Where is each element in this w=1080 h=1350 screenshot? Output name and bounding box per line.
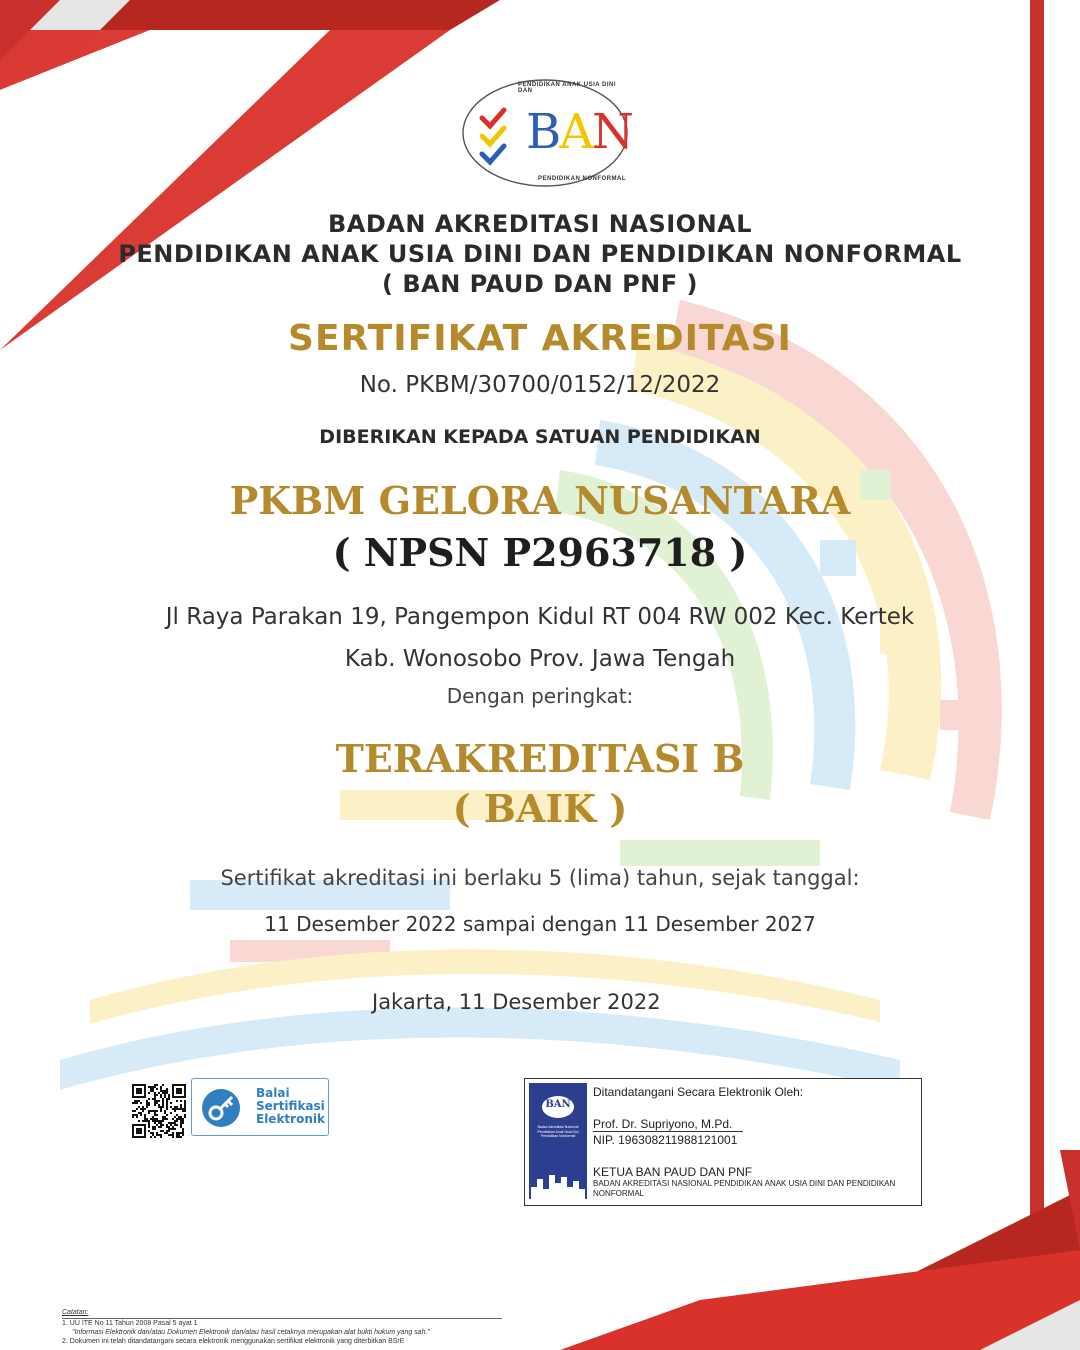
ban-logo-text: BAN	[526, 104, 632, 160]
note-item-2: 2. Dokumen ini telah ditandatangani secara elektronik menggunakan sertifikat elektronik yang diterbitkan BSrE	[62, 1338, 405, 1345]
place-date: Jakarta, 11 Desember 2022	[372, 990, 661, 1014]
bsre-line-2: Sertifikasi	[256, 1099, 325, 1113]
address-line-1: Jl Raya Parakan 19, Pangempon Kidul RT 004 RW 002 Kec. Kertek	[165, 604, 915, 630]
bsre-seal-icon	[200, 1087, 242, 1129]
note-item-1: 1. UU ITE No 11 Tahun 2008 Pasal 5 ayat 1	[62, 1320, 198, 1327]
signature-box	[524, 1078, 922, 1206]
signer-organization: BADAN AKREDITASI NASIONAL PENDIDIKAN ANAK USIA DINI DAN PENDIDIKAN NONFORMAL	[593, 1179, 896, 1198]
right-border	[1030, 0, 1044, 1350]
signer-position: KETUA BAN PAUD DAN PNF	[593, 1165, 753, 1179]
ban-logo-ring-bottom: PENDIDIKAN NONFORMAL	[538, 176, 626, 182]
bsre-line-1: Balai	[256, 1086, 290, 1100]
given-to-label: DIBERIKAN KEPADA SATUAN PENDIDIKAN	[319, 426, 761, 448]
stamp-logo-text: BAN	[545, 1099, 571, 1110]
institution-npsn: ( NPSN P2963718 )	[332, 530, 748, 575]
accreditation-rank-desc: ( BAIK )	[452, 786, 628, 831]
note-item-1-quote: "Informasi Elektronik dan/atau Dokumen Elektronik dan/atau hasil cetaknya merupakan alat bukti hukum yang sah."	[72, 1329, 430, 1336]
accreditation-rank: TERAKREDITASI B	[335, 736, 745, 781]
header-line-2: PENDIDIKAN ANAK USIA DINI DAN PENDIDIKAN NONFORMAL	[118, 240, 962, 268]
validity-period: 11 Desember 2022 sampai dengan 11 Desember 2027	[264, 912, 816, 936]
header-line-3: ( BAN PAUD DAN PNF )	[382, 270, 698, 298]
qr-code-icon	[132, 1084, 186, 1138]
signer-name: Prof. Dr. Supriyono, M.Pd.	[593, 1117, 733, 1131]
bsre-line-3: Elektronik	[256, 1112, 325, 1126]
notes	[62, 1308, 502, 1346]
validity-text: Sertifikat akreditasi ini berlaku 5 (lima) tahun, sejak tanggal:	[220, 866, 860, 890]
header-line-1: BADAN AKREDITASI NASIONAL	[327, 210, 753, 238]
signature-heading: Ditandatangani Secara Elektronik Oleh:	[593, 1085, 804, 1099]
signature-line	[593, 1131, 743, 1132]
stamp-text: Badan Akreditasi Nasional Pendidikan Anak Usia Dini Pendidikan Nonformal	[537, 1125, 579, 1138]
signature-stamp	[529, 1083, 587, 1199]
signer-nip: NIP. 196308211988121001	[593, 1133, 738, 1147]
address-line-2: Kab. Wonosobo Prov. Jawa Tengah	[344, 646, 736, 672]
ban-logo-ring-top: PENDIDIKAN ANAK USIA DINI DAN	[518, 82, 617, 94]
certificate-title: SERTIFIKAT AKREDITASI	[288, 318, 792, 359]
rank-label: Dengan peringkat:	[446, 684, 634, 708]
bsre-logo	[191, 1078, 329, 1136]
city-skyline-icon	[529, 1169, 587, 1199]
bottom-right-band	[560, 1250, 1080, 1350]
institution-name: PKBM GELORA NUSANTARA	[229, 478, 851, 523]
ban-logo	[460, 76, 630, 188]
notes-title: Catatan:	[62, 1309, 89, 1316]
certificate-number: No. PKBM/30700/0152/12/2022	[359, 372, 721, 398]
